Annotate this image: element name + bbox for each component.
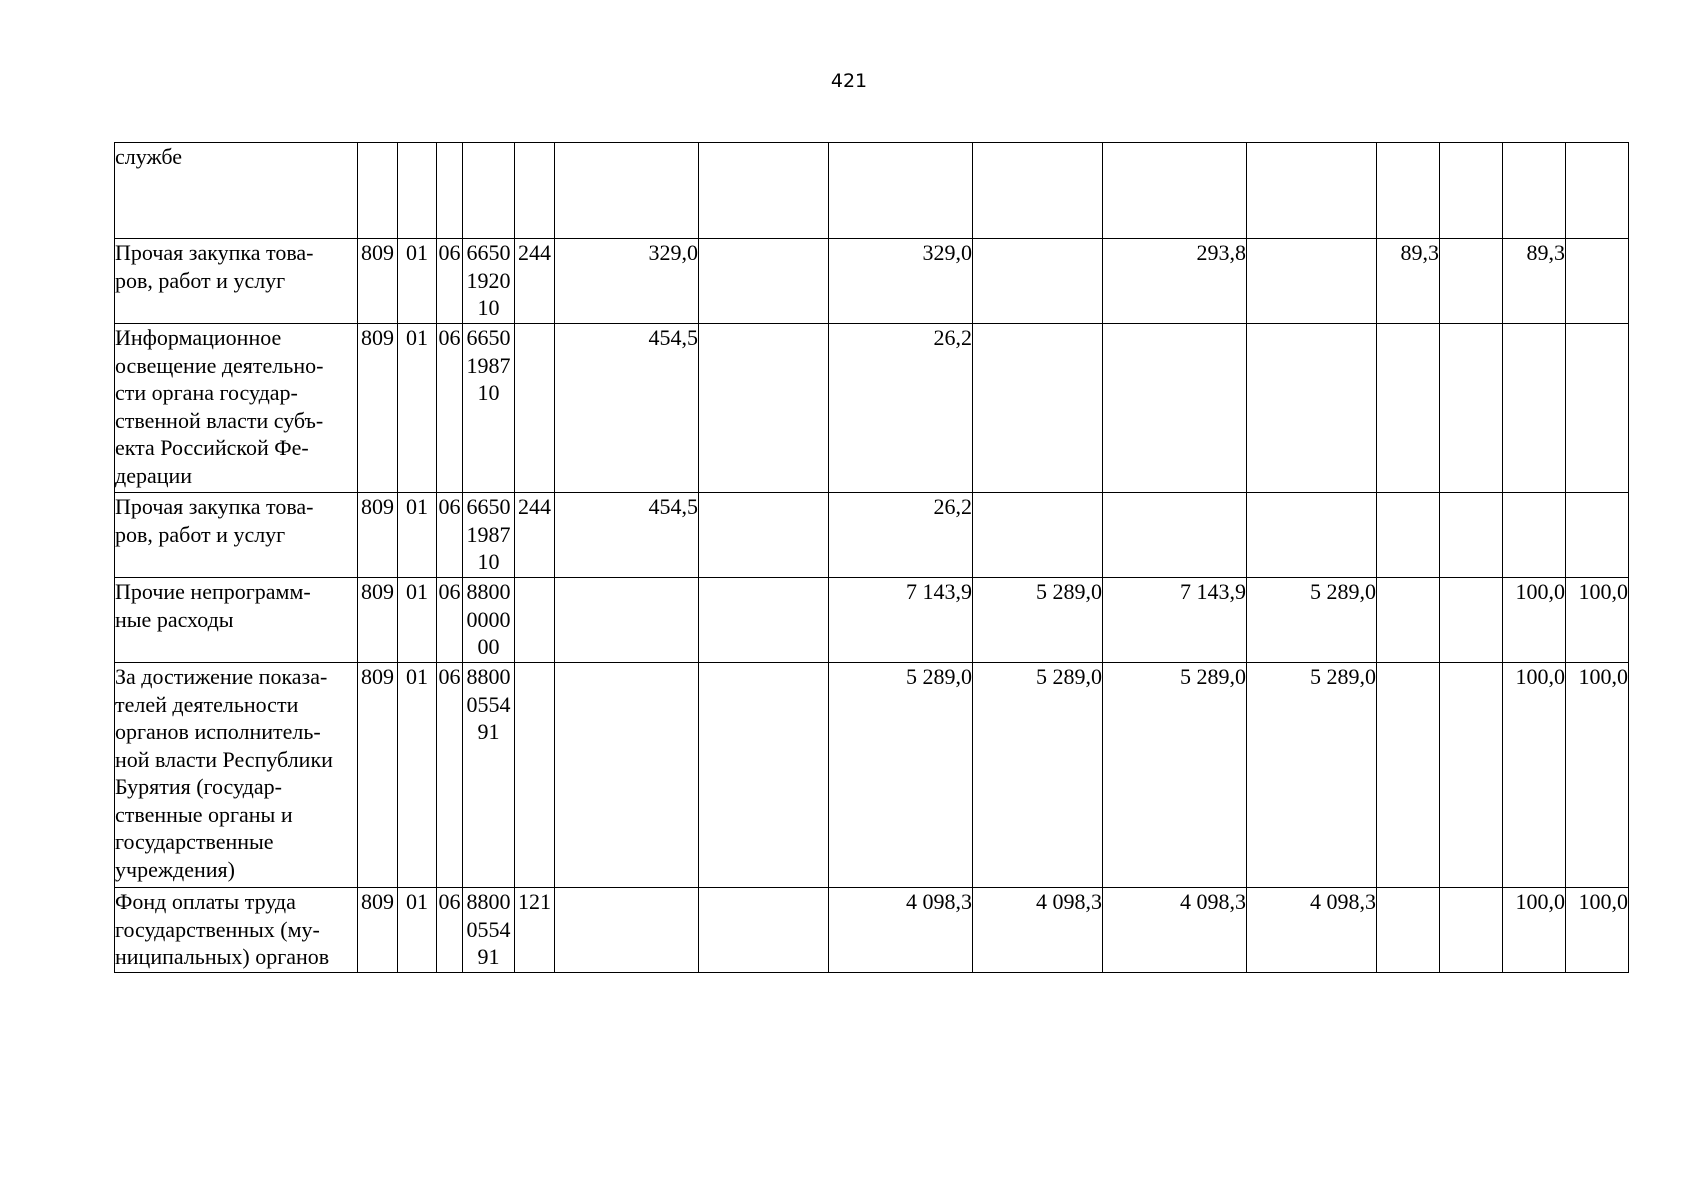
value-cell <box>699 239 829 324</box>
value-cell <box>973 493 1103 578</box>
row-name-cell: Фонд оплаты труда государственных (му- ниципальных) органов <box>115 888 358 973</box>
value-cell <box>973 324 1103 493</box>
value-cell <box>1377 578 1440 663</box>
value-cell <box>1440 578 1503 663</box>
value-cell <box>1103 493 1247 578</box>
page-number: 421 <box>830 70 868 92</box>
value-cell <box>1566 143 1629 239</box>
value-cell <box>699 143 829 239</box>
value-cell <box>699 578 829 663</box>
subsection-code-cell: 06 <box>437 663 463 888</box>
value-cell: 89,3 <box>1503 239 1566 324</box>
value-cell: 454,5 <box>555 324 699 493</box>
expense-type-code-cell: 244 <box>515 493 555 578</box>
row-name-cell: За достижение показа- телей деятельности органов исполнитель- ной власти Республики Бурятия (государ- ственные органы и государственные учреждения) <box>115 663 358 888</box>
value-cell <box>1247 324 1377 493</box>
value-cell: 5 289,0 <box>1103 663 1247 888</box>
subsection-code-cell: 06 <box>437 888 463 973</box>
value-cell: 100,0 <box>1503 578 1566 663</box>
value-cell <box>1440 663 1503 888</box>
section-code-cell: 01 <box>398 578 437 663</box>
target-article-code-cell: 8800 0000 00 <box>463 578 515 663</box>
value-cell <box>1566 239 1629 324</box>
value-cell: 26,2 <box>829 493 973 578</box>
subsection-code-cell: 06 <box>437 493 463 578</box>
value-cell <box>1440 888 1503 973</box>
value-cell <box>1503 324 1566 493</box>
section-code-cell: 01 <box>398 663 437 888</box>
target-article-code-cell: 6650 1920 10 <box>463 239 515 324</box>
value-cell <box>699 493 829 578</box>
expense-type-code-cell: 244 <box>515 239 555 324</box>
ved-code-cell: 809 <box>358 578 398 663</box>
value-cell <box>973 239 1103 324</box>
section-code-cell: 01 <box>398 493 437 578</box>
value-cell <box>699 663 829 888</box>
value-cell <box>1440 143 1503 239</box>
value-cell <box>1247 493 1377 578</box>
value-cell: 100,0 <box>1566 663 1629 888</box>
value-cell: 26,2 <box>829 324 973 493</box>
value-cell <box>699 324 829 493</box>
value-cell <box>1377 493 1440 578</box>
value-cell <box>1247 239 1377 324</box>
value-cell <box>1503 143 1566 239</box>
expense-type-code-cell <box>515 324 555 493</box>
table-row <box>115 239 1629 324</box>
table-row <box>115 493 1629 578</box>
value-cell <box>555 578 699 663</box>
target-article-code-cell <box>463 143 515 239</box>
value-cell <box>1566 324 1629 493</box>
value-cell: 5 289,0 <box>1247 663 1377 888</box>
row-name-cell: службе <box>115 143 358 239</box>
value-cell: 89,3 <box>1377 239 1440 324</box>
expense-type-code-cell: 121 <box>515 888 555 973</box>
section-code-cell: 01 <box>398 239 437 324</box>
value-cell: 329,0 <box>555 239 699 324</box>
value-cell: 7 143,9 <box>829 578 973 663</box>
value-cell <box>699 888 829 973</box>
value-cell: 4 098,3 <box>1247 888 1377 973</box>
value-cell <box>1377 663 1440 888</box>
subsection-code-cell: 06 <box>437 324 463 493</box>
table-row <box>115 143 1629 239</box>
ved-code-cell: 809 <box>358 888 398 973</box>
table-body <box>115 143 1629 973</box>
value-cell: 100,0 <box>1503 888 1566 973</box>
target-article-code-cell: 8800 0554 91 <box>463 888 515 973</box>
target-article-code-cell: 8800 0554 91 <box>463 663 515 888</box>
value-cell: 4 098,3 <box>829 888 973 973</box>
value-cell <box>555 888 699 973</box>
ved-code-cell <box>358 143 398 239</box>
value-cell: 5 289,0 <box>973 663 1103 888</box>
expense-type-code-cell <box>515 663 555 888</box>
ved-code-cell: 809 <box>358 663 398 888</box>
value-cell <box>973 143 1103 239</box>
value-cell: 329,0 <box>829 239 973 324</box>
ved-code-cell: 809 <box>358 239 398 324</box>
ved-code-cell: 809 <box>358 493 398 578</box>
target-article-code-cell: 6650 1987 10 <box>463 324 515 493</box>
value-cell <box>1503 493 1566 578</box>
section-code-cell: 01 <box>398 324 437 493</box>
value-cell <box>1103 324 1247 493</box>
value-cell <box>1377 143 1440 239</box>
value-cell: 100,0 <box>1566 578 1629 663</box>
value-cell: 5 289,0 <box>973 578 1103 663</box>
value-cell <box>1377 888 1440 973</box>
value-cell <box>1247 143 1377 239</box>
budget-table <box>114 142 1629 973</box>
value-cell: 293,8 <box>1103 239 1247 324</box>
target-article-code-cell: 6650 1987 10 <box>463 493 515 578</box>
table-row <box>115 578 1629 663</box>
section-code-cell: 01 <box>398 888 437 973</box>
value-cell <box>555 143 699 239</box>
value-cell: 7 143,9 <box>1103 578 1247 663</box>
table-row <box>115 888 1629 973</box>
expense-type-code-cell <box>515 578 555 663</box>
value-cell: 4 098,3 <box>1103 888 1247 973</box>
value-cell <box>1566 493 1629 578</box>
value-cell <box>1440 493 1503 578</box>
row-name-cell: Прочая закупка това- ров, работ и услуг <box>115 239 358 324</box>
table-row <box>115 324 1629 493</box>
value-cell: 454,5 <box>555 493 699 578</box>
value-cell <box>1103 143 1247 239</box>
value-cell: 5 289,0 <box>829 663 973 888</box>
value-cell <box>829 143 973 239</box>
value-cell <box>1440 324 1503 493</box>
value-cell: 5 289,0 <box>1247 578 1377 663</box>
table-row <box>115 663 1629 888</box>
row-name-cell: Прочая закупка това- ров, работ и услуг <box>115 493 358 578</box>
value-cell: 100,0 <box>1566 888 1629 973</box>
ved-code-cell: 809 <box>358 324 398 493</box>
value-cell: 100,0 <box>1503 663 1566 888</box>
subsection-code-cell: 06 <box>437 578 463 663</box>
expense-type-code-cell <box>515 143 555 239</box>
subsection-code-cell <box>437 143 463 239</box>
value-cell <box>1440 239 1503 324</box>
row-name-cell: Информационное освещение деятельно- сти органа государ- ственной власти субъ- екта Российской Фе- дерации <box>115 324 358 493</box>
value-cell <box>1377 324 1440 493</box>
row-name-cell: Прочие непрограмм- ные расходы <box>115 578 358 663</box>
value-cell <box>555 663 699 888</box>
subsection-code-cell: 06 <box>437 239 463 324</box>
section-code-cell <box>398 143 437 239</box>
value-cell: 4 098,3 <box>973 888 1103 973</box>
